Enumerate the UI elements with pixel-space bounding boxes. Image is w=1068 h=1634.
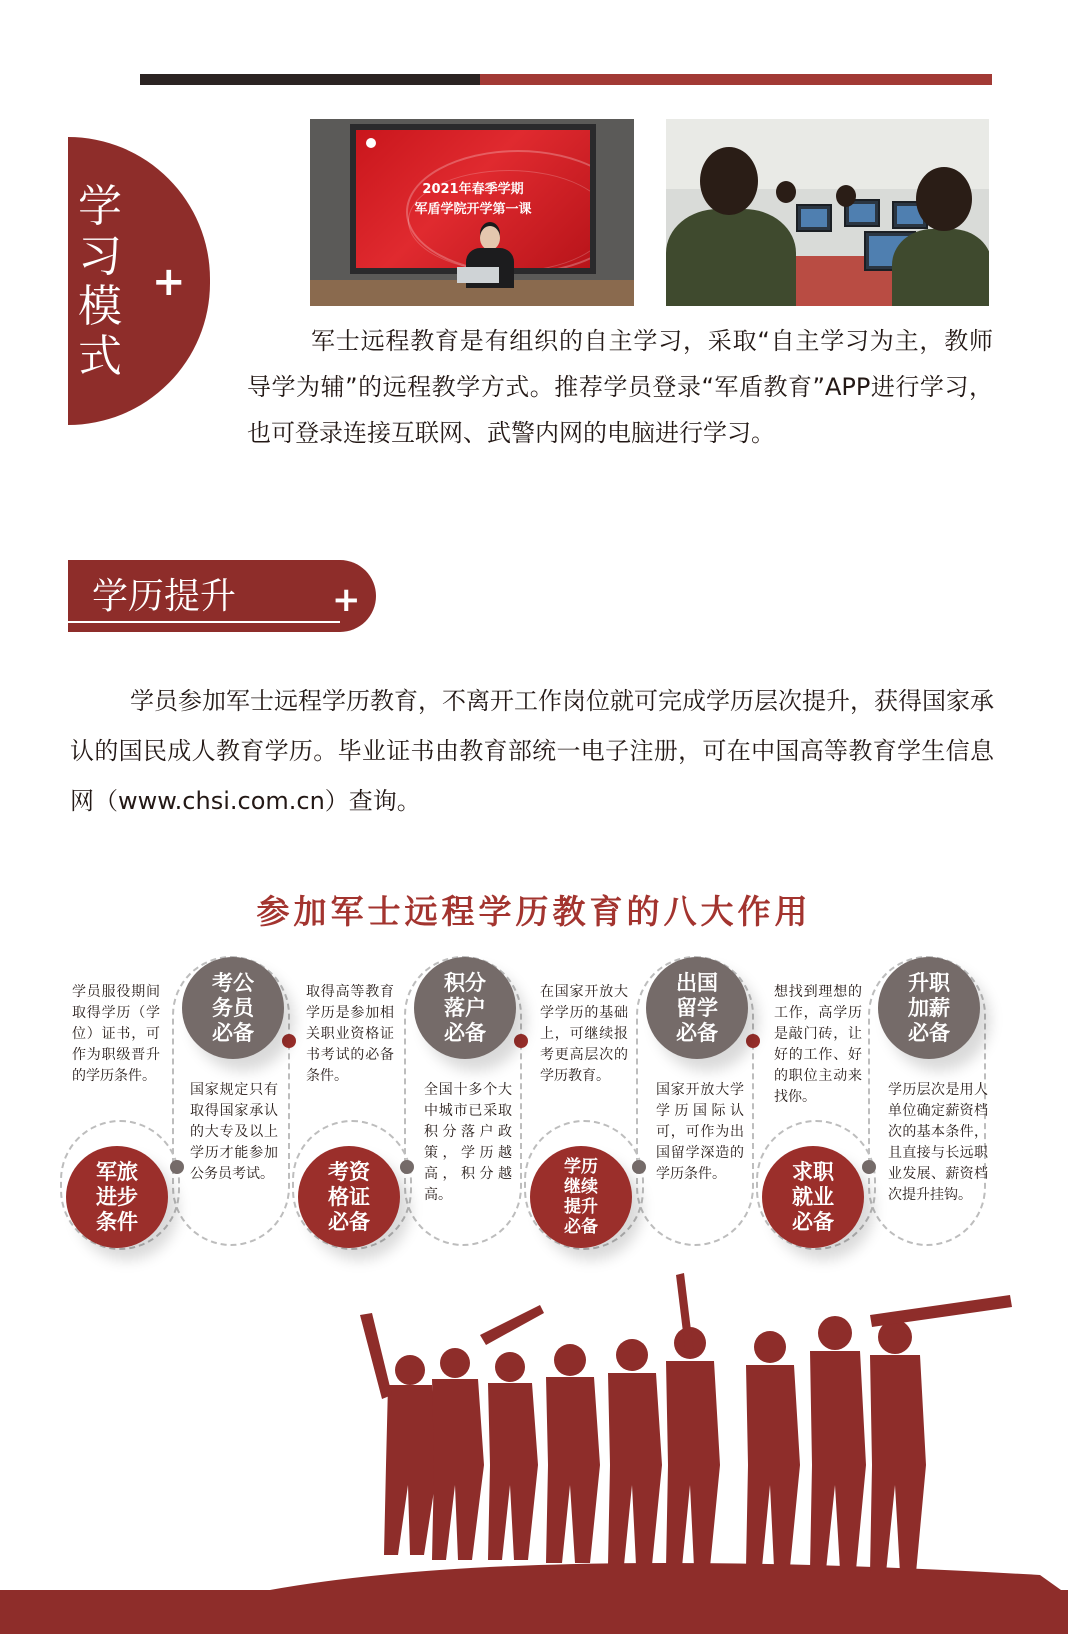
function-desc-7: 想找到理想的工作，高学历是敲门砖，让好的工作、好的职位主动来找你。	[774, 984, 862, 1105]
slide-title-line2: 军盾学院开学第一课	[414, 202, 532, 217]
connector-dot	[514, 1034, 528, 1048]
section1-title	[78, 182, 134, 382]
connector-dot	[282, 1034, 296, 1048]
badge-label: 格证	[328, 1184, 370, 1209]
badge-label: 考资	[328, 1159, 370, 1184]
footer-band	[0, 1590, 1068, 1634]
badge-label: 就业	[792, 1184, 834, 1209]
badge-label: 必备	[444, 1020, 486, 1045]
eight-functions-title: 参加军士远程学历教育的八大作用	[256, 892, 812, 931]
function-desc-8: 学历层次是用人单位确定薪资档次的基本条件，且直接与长远职业发展、薪资档次提升挂钩。	[888, 1082, 988, 1203]
connector-dot	[746, 1034, 760, 1048]
badge-label: 出国	[676, 970, 718, 995]
badge-label: 必备	[908, 1020, 950, 1045]
badge-label: 必备	[792, 1209, 834, 1234]
school-logo-icon	[366, 138, 376, 148]
badge-label: 积分	[444, 970, 486, 995]
badge-label: 考公	[212, 970, 254, 995]
soldiers-silhouette-icon	[0, 1255, 1068, 1634]
slide-title-line1: 2021年春季学期	[422, 182, 524, 197]
badge-label: 必备	[328, 1209, 370, 1234]
plus-icon: +	[332, 580, 361, 620]
connector-dot	[170, 1160, 184, 1174]
section2-paragraph: 学员参加军士远程学历教育，不离开工作岗位就可完成学历层次提升，获得国家承认的国民成人教育学历。毕业证书由教育部统一电子注册，可在中国高等教育学生信息网（www.chsi.com.cn）查询。	[70, 687, 994, 815]
function-badge-2	[182, 957, 284, 1059]
function-desc-4: 全国十多个大中城市已采取积分落户政策，学历越高，积分越高。	[424, 1082, 512, 1203]
function-badge-6	[646, 957, 748, 1059]
badge-label: 留学	[676, 995, 718, 1020]
connector-dot	[862, 1160, 876, 1174]
section1-title-char: 模	[78, 281, 122, 332]
section1-title-char: 式	[78, 331, 122, 382]
section1-title-char: 习	[78, 231, 122, 282]
connector-dot	[400, 1160, 414, 1174]
badge-label: 继续	[564, 1177, 598, 1197]
function-badge-8	[878, 957, 980, 1059]
function-badge-5	[530, 1146, 632, 1248]
function-desc-1: 学员服役期间取得学历（学位）证书，可作为职级晋升的学历条件。	[72, 984, 160, 1084]
badge-label: 必备	[564, 1217, 598, 1237]
computer-lab-photo	[666, 119, 989, 306]
badge-label: 必备	[676, 1020, 718, 1045]
function-desc-5: 在国家开放大学学历的基础上，可继续报考更高层次的学历教育。	[540, 984, 628, 1084]
badge-label: 提升	[564, 1197, 598, 1217]
function-badge-4	[414, 957, 516, 1059]
plus-icon: +	[152, 259, 186, 305]
laptop-icon	[457, 267, 499, 283]
section2-tab-underline	[68, 621, 340, 623]
badge-label: 升职	[908, 970, 950, 995]
badge-label: 求职	[792, 1159, 834, 1184]
badge-label: 落户	[444, 995, 486, 1020]
function-badge-3	[298, 1146, 400, 1248]
badge-label: 必备	[212, 1020, 254, 1045]
top-rule-red	[480, 74, 992, 85]
connector-dot	[632, 1160, 646, 1174]
badge-label: 加薪	[908, 995, 950, 1020]
section1-title-char: 学	[78, 181, 122, 232]
lecture-photo	[310, 119, 634, 306]
function-desc-3: 取得高等教育学历是参加相关职业资格证书考试的必备条件。	[306, 984, 394, 1084]
badge-label: 进步	[96, 1184, 138, 1209]
function-badge-1	[66, 1146, 168, 1248]
badge-label: 军旅	[96, 1159, 138, 1184]
top-rule-dark	[140, 74, 480, 85]
function-badge-7	[762, 1146, 864, 1248]
badge-label: 条件	[96, 1209, 138, 1234]
section2-title: 学历提升	[92, 576, 237, 617]
badge-label: 务员	[212, 995, 254, 1020]
section1-paragraph: 军士远程教育是有组织的自主学习，采取“自主学习为主，教师导学为辅”的远程教学方式。推荐学员登录“军盾教育”APP进行学习，也可登录连接互联网、武警内网的电脑进行学习。	[247, 327, 993, 447]
function-desc-2: 国家规定只有取得国家承认的大专及以上学历才能参加公务员考试。	[190, 1082, 278, 1182]
badge-label: 学历	[564, 1157, 598, 1177]
function-desc-6: 国家开放大学学历国际认可，可作为出国留学深造的学历条件。	[656, 1082, 744, 1182]
